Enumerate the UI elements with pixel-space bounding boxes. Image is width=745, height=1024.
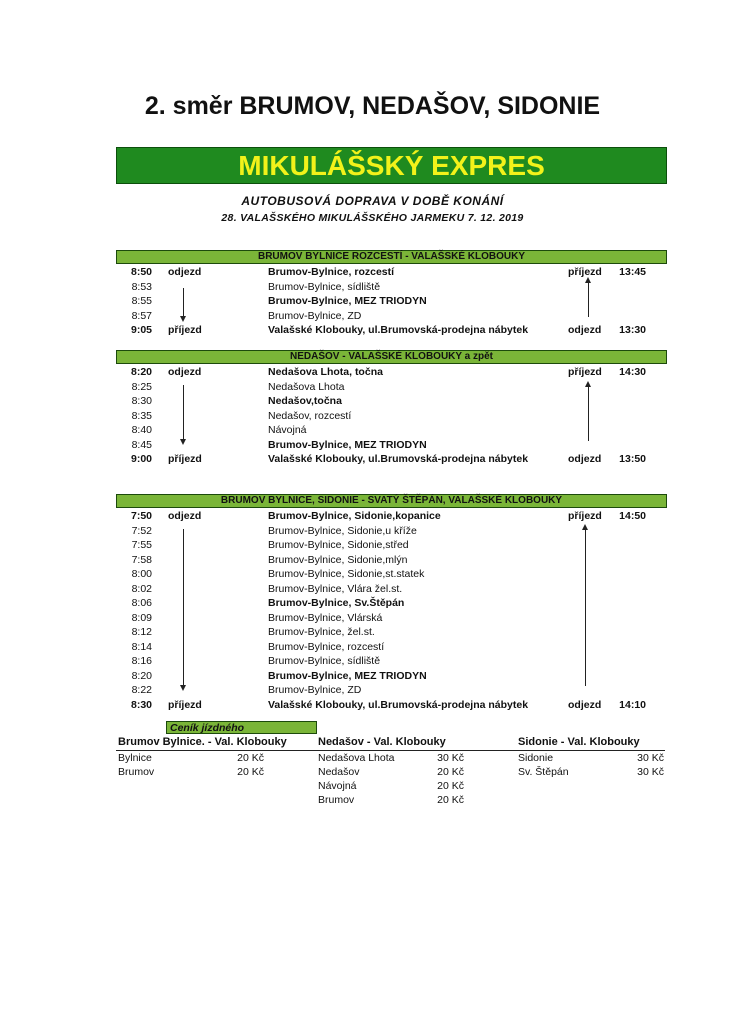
price-place: Bylnice [118, 752, 152, 764]
stop-name: Brumov-Bylnice, Sidonie,st.statek [268, 568, 425, 580]
return-time: 13:30 [619, 324, 646, 336]
departure-time: 8:00 [131, 568, 152, 580]
timetable-row [0, 394, 745, 408]
direction-label: odjezd [168, 266, 202, 278]
return-time: 13:45 [619, 266, 646, 278]
timetable-row [0, 538, 745, 552]
stop-name: Brumov-Bylnice, MEZ TRIODYN [268, 295, 427, 307]
price-value: 30 Kč [437, 752, 464, 764]
stop-name: Brumov-Bylnice, MEZ TRIODYN [268, 669, 427, 682]
stop-name: Brumov-Bylnice, ZD [268, 309, 362, 322]
departure-time: 7:55 [131, 539, 152, 551]
price-place: Sv. Štěpán [518, 766, 569, 778]
timetable-row [0, 365, 745, 379]
return-label: příjezd [568, 510, 602, 522]
subtitle-line-1: AUTOBUSOVÁ DOPRAVA V DOBĚ KONÁNÍ [241, 194, 504, 208]
stop-name: Brumov-Bylnice, Sidonie,u kříže [268, 524, 417, 537]
down-arrow-icon [183, 288, 184, 318]
timetable-row [0, 524, 745, 538]
direction-label: příjezd [168, 453, 202, 465]
direction-label: příjezd [168, 698, 202, 711]
departure-time: 9:00 [130, 453, 152, 465]
stop-name: Valašské Klobouky, ul.Brumovská-prodejna nábytek [268, 453, 529, 465]
section-2-header: NEDAŠOV - VALAŠSKÉ KLOBOUKY a zpět [116, 350, 667, 364]
stop-name: Brumov-Bylnice, Vlára žel.st. [268, 582, 403, 595]
up-arrow-icon [588, 281, 589, 317]
timetable-row [0, 438, 745, 452]
stop-name: Valašské Klobouky, ul.Brumovská-prodejna nábytek [268, 698, 529, 711]
timetable-row [0, 309, 745, 323]
stop-name: Nedašov, rozcestí [268, 409, 352, 422]
return-label: příjezd [568, 266, 602, 278]
timetable-row [0, 640, 745, 654]
return-label: odjezd [568, 453, 602, 465]
timetable-row [0, 380, 745, 394]
up-arrow-icon [585, 528, 586, 686]
return-time: 14:50 [619, 510, 646, 522]
timetable-row [0, 596, 745, 610]
stop-name: Brumov-Bylnice, ZD [268, 684, 362, 696]
departure-time: 8:45 [131, 438, 152, 451]
timetable-row [0, 669, 745, 683]
price-value: 20 Kč [437, 794, 464, 806]
timetable-row [0, 567, 745, 581]
stop-name: Brumov-Bylnice, Sidonie,mlýn [268, 553, 408, 566]
price-value: 20 Kč [237, 752, 264, 764]
timetable-row [0, 683, 745, 697]
pricing-divider [116, 750, 665, 751]
timetable-row [0, 409, 745, 423]
departure-time: 8:20 [130, 366, 152, 378]
departure-time: 8:06 [131, 597, 152, 609]
price-place: Nedašov [318, 766, 360, 778]
departure-time: 8:50 [130, 266, 152, 278]
timetable-row [0, 265, 745, 279]
pricing-title: Ceník jízdného [166, 721, 317, 734]
up-arrow-icon [588, 385, 589, 441]
down-arrow-icon [183, 529, 184, 687]
stop-name: Brumov-Bylnice, Sidonie,střed [268, 539, 409, 551]
down-arrow-icon [183, 385, 184, 441]
timetable-row [0, 625, 745, 639]
departure-time: 9:05 [130, 324, 152, 336]
stop-name: Brumov-Bylnice, rozcestí [268, 266, 395, 278]
departure-time: 8:55 [131, 295, 152, 307]
stop-name: Nedašova Lhota, točna [268, 366, 383, 378]
return-label: odjezd [568, 324, 602, 336]
price-place: Sidonie [518, 752, 554, 764]
stop-name: Valašské Klobouky, ul.Brumovská-prodejna nábytek [268, 324, 529, 336]
direction-label: odjezd [168, 510, 202, 522]
timetable-row [0, 698, 745, 712]
stop-name: Nedašov,točna [268, 395, 342, 407]
departure-time: 7:52 [131, 524, 152, 537]
stop-name: Brumov-Bylnice, MEZ TRIODYN [268, 438, 427, 451]
price-value: 20 Kč [437, 780, 464, 792]
price-value: 20 Kč [237, 766, 264, 778]
stop-name: Brumov-Bylnice, Vlárská [268, 611, 383, 624]
departure-time: 8:20 [131, 669, 152, 682]
timetable-row [0, 452, 745, 466]
price-value: 30 Kč [637, 752, 664, 764]
departure-time: 8:25 [131, 380, 152, 393]
return-time: 14:30 [619, 366, 646, 378]
departure-time: 8:02 [131, 582, 152, 595]
timetable-row [0, 280, 745, 294]
timetable-row [0, 553, 745, 567]
stop-name: Návojná [268, 424, 307, 436]
price-place: Návojná [318, 780, 357, 792]
direction-label: odjezd [168, 366, 202, 378]
timetable-row [0, 509, 745, 523]
page-title: 2. směr BRUMOV, NEDAŠOV, SIDONIE [144, 92, 601, 120]
departure-time: 8:35 [131, 409, 152, 422]
return-label: příjezd [568, 366, 602, 378]
subtitle-line-2: 28. VALAŠSKÉHO MIKULÁŠSKÉHO JARMEKU 7. 12. 2019 [221, 212, 524, 224]
departure-time: 8:14 [131, 640, 152, 653]
timetable-row [0, 582, 745, 596]
departure-time: 8:16 [131, 655, 152, 667]
departure-time: 8:30 [131, 395, 152, 407]
departure-time: 8:09 [131, 611, 152, 624]
stop-name: Brumov-Bylnice, sídliště [268, 280, 381, 293]
stop-name: Brumov-Bylnice, rozcestí [268, 640, 385, 653]
stop-name: Brumov-Bylnice, žel.st. [268, 626, 375, 638]
timetable-row [0, 323, 745, 337]
stop-name: Brumov-Bylnice, Sv.Štěpán [268, 597, 405, 609]
section-3-header: BRUMOV BYLNICE, SIDONIE - SVATÝ ŠTĚPÁN, VALAŠSKÉ KLOBOUKY [116, 494, 667, 508]
direction-label: příjezd [168, 324, 202, 336]
departure-time: 8:40 [131, 424, 152, 436]
departure-time: 8:22 [131, 684, 152, 696]
departure-time: 7:50 [130, 510, 152, 522]
departure-time: 8:12 [131, 626, 152, 638]
section-1-header: BRUMOV BYLNICE ROZCESTÍ - VALAŠSKÉ KLOBOUKY [116, 250, 667, 264]
departure-time: 8:30 [130, 698, 152, 711]
price-place: Nedašova Lhota [318, 752, 395, 764]
price-column-header: Sidonie - Val. Klobouky [518, 736, 640, 748]
stop-name: Nedašova Lhota [268, 380, 345, 393]
return-time: 14:10 [619, 698, 646, 711]
event-banner: MIKULÁŠSKÝ EXPRES [116, 147, 667, 184]
price-place: Brumov [318, 794, 355, 806]
timetable-row [0, 611, 745, 625]
timetable-row [0, 423, 745, 437]
timetable-row [0, 654, 745, 668]
stop-name: Brumov-Bylnice, sídliště [268, 655, 381, 667]
price-value: 20 Kč [437, 766, 464, 778]
return-label: odjezd [568, 698, 602, 711]
stop-name: Brumov-Bylnice, Sidonie,kopanice [268, 510, 441, 522]
price-value: 30 Kč [637, 766, 664, 778]
price-column-header: Nedašov - Val. Klobouky [318, 736, 446, 748]
departure-time: 7:58 [131, 553, 152, 566]
price-column-header: Brumov Bylnice. - Val. Klobouky [118, 736, 287, 748]
return-time: 13:50 [619, 453, 646, 465]
departure-time: 8:57 [131, 309, 152, 322]
timetable-row [0, 294, 745, 308]
departure-time: 8:53 [131, 280, 152, 293]
price-place: Brumov [118, 766, 155, 778]
